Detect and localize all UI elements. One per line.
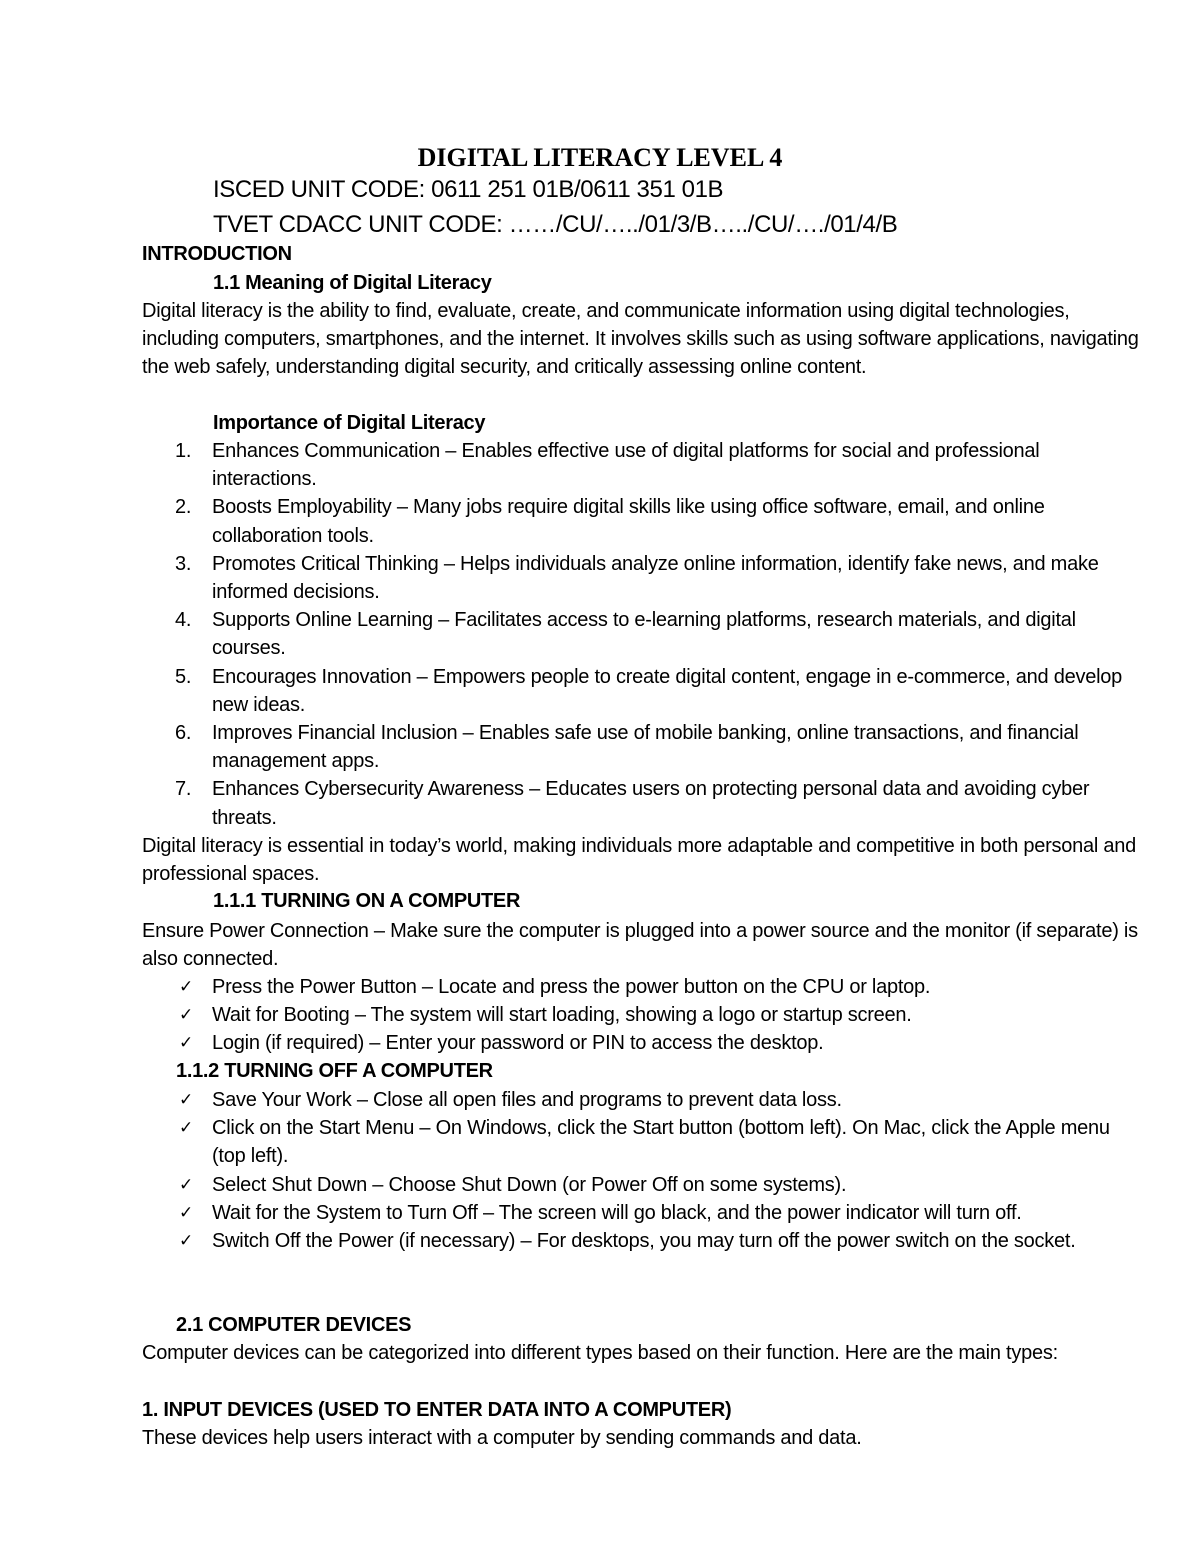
list-item: ✓ Save Your Work – Close all open files and programs to prevent data loss. <box>142 1086 1142 1114</box>
list-item: 7. Enhances Cybersecurity Awareness – Educates users on protecting personal data and avoiding cyber threats. <box>175 778 1090 829</box>
list-item: ✓ Login (if required) – Enter your password or PIN to access the desktop. <box>142 1029 1142 1057</box>
devices-intro-text: Computer devices can be categorized into different types based on their function. Here are the main types: <box>142 1342 1058 1364</box>
list-item: 2. Boosts Employability – Many jobs require digital skills like using office software, email, and online collaboration tools. <box>175 496 1045 547</box>
closing-paragraph <box>142 832 1142 888</box>
list-item: ✓ Click on the Start Menu – On Windows, click the Start button (bottom left). On Mac, click the Apple menu (top left). <box>142 1114 1142 1170</box>
list-item: ✓ Select Shut Down – Choose Shut Down (or Power Off on some systems). <box>142 1171 1142 1199</box>
check-icon: ✓ <box>179 977 193 997</box>
check-icon: ✓ <box>179 1202 193 1223</box>
check-icon: ✓ <box>179 1005 193 1026</box>
check-icon: ✓ <box>179 1090 193 1110</box>
turning-off-steps <box>142 1086 1142 1255</box>
input-devices-text: These devices help users interact with a computer by sending commands and data. <box>142 1427 862 1449</box>
list-item: 1. Enhances Communication – Enables effective use of digital platforms for social and professional interactions. <box>175 440 1040 491</box>
power-connection-text: Ensure Power Connection – Make sure the computer is plugged into a power source and the monitor (if separate) is also connected. <box>142 920 1138 971</box>
list-item: 3. Promotes Critical Thinking – Helps individuals analyze online information, identify fake news, and make informed decisions. <box>175 552 1099 604</box>
computer-devices-heading: 2.1 COMPUTER DEVICES <box>176 1314 412 1336</box>
meaning-heading: 1.1 Meaning of Digital Literacy <box>213 272 492 294</box>
list-item: 4. Supports Online Learning – Facilitates access to e-learning platforms, research materials, and digital courses. <box>175 609 1076 660</box>
check-icon: ✓ <box>179 1118 193 1139</box>
turning-on-heading: 1.1.1 TURNING ON A COMPUTER <box>213 890 521 912</box>
meaning-text: Digital literacy is the ability to find, evaluate, create, and communicate information using digital technologies, including computers, smartphones, and the internet. It involves skills such as using software applications, navigating the web safely, understanding digital security, and critically assessing online content. <box>142 300 1139 379</box>
isced-unit-code: ISCED UNIT CODE: 0611 251 01B/0611 351 01B <box>213 176 724 203</box>
input-devices-heading: 1. INPUT DEVICES (USED TO ENTER DATA INTO A COMPUTER) <box>142 1399 732 1421</box>
meaning-paragraph <box>142 297 1142 382</box>
importance-heading: Importance of Digital Literacy <box>213 412 486 434</box>
check-icon: ✓ <box>179 1033 193 1054</box>
check-icon: ✓ <box>179 1231 193 1252</box>
document-title: DIGITAL LITERACY LEVEL 4 <box>417 143 783 172</box>
list-item: ✓ Switch Off the Power (if necessary) – For desktops, you may turn off the power switch on the socket. <box>142 1227 1142 1255</box>
power-connection-paragraph <box>142 917 1142 973</box>
tvet-unit-code: TVET CDACC UNIT CODE: ……/CU/…../01/3/B…../CU/…./01/4/B <box>213 211 898 238</box>
turning-on-steps <box>142 973 1142 1058</box>
list-item: ✓ Wait for the System to Turn Off – The screen will go black, and the power indicator will turn off. <box>142 1199 1142 1227</box>
closing-text: Digital literacy is essential in today’s world, making individuals more adaptable and competitive in both personal and professional spaces. <box>142 835 1137 886</box>
devices-intro-paragraph <box>142 1339 1142 1367</box>
input-devices-paragraph <box>142 1424 1142 1452</box>
check-icon: ✓ <box>179 1174 193 1195</box>
list-item: 5. Encourages Innovation – Empowers people to create digital content, engage in e-commerce, and develop new ideas. <box>175 665 1123 716</box>
list-item: ✓ Wait for Booting – The system will start loading, showing a logo or startup screen. <box>142 1001 1142 1029</box>
list-item: 6. Improves Financial Inclusion – Enables safe use of mobile banking, online transactions, and financial management apps. <box>175 722 1079 773</box>
introduction-heading: INTRODUCTION <box>142 243 292 265</box>
turning-off-heading: 1.1.2 TURNING OFF A COMPUTER <box>176 1060 493 1082</box>
importance-list <box>142 437 1142 832</box>
list-item: ✓ Press the Power Button – Locate and press the power button on the CPU or laptop. <box>142 973 1142 1001</box>
